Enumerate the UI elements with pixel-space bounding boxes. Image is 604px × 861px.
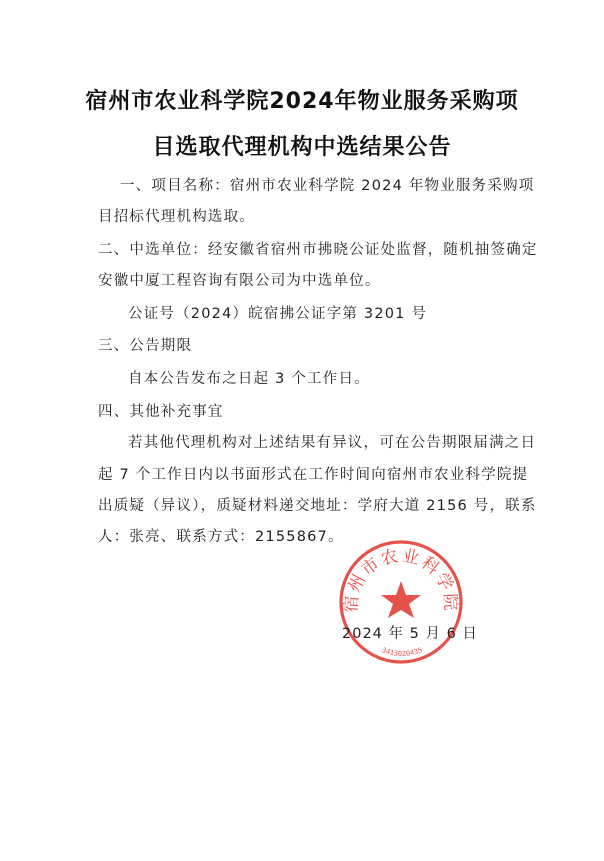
section1-line1: 一、项目名称：宿州市农业科学院 2024 年物业服务采购项 (120, 178, 535, 194)
section3-heading: 三、公告期限 (98, 338, 193, 354)
seal-number: 3413020435 (380, 646, 424, 659)
section4-line2: 起 7 个工作日内以书面形式在工作时间向宿州市农业科学院提 (98, 467, 529, 483)
official-seal (336, 537, 466, 667)
section2-line1: 二、中选单位：经安徽省宿州市拂晓公证处监督，随机抽签确定 (98, 242, 538, 258)
section1-line2: 目招标代理机构选取。 (98, 209, 255, 225)
section4-line1: 若其他代理机构对上述结果有异议，可在公告期限届满之日 (128, 435, 537, 451)
section4-line3: 出质疑（异议），质疑材料递交地址：学府大道 2156 号，联系 (98, 498, 537, 514)
section2-line2: 安徽中厦工程咨询有限公司为中选单位。 (98, 273, 381, 289)
title-line-2: 目选取代理机构中选结果公告 (152, 135, 452, 160)
section4-heading: 四、其他补充事宜 (98, 404, 224, 420)
notary-number: 公证号（2024）皖宿拂公证字第 3201 号 (128, 306, 428, 322)
seal-star (381, 581, 421, 618)
section4-line4: 人：张亮、联系方式：2155867。 (98, 529, 344, 545)
title-line-1: 宿州市农业科学院2024年物业服务采购项 (85, 89, 519, 114)
announcement-date: 2024 年 5 月 6 日 (342, 626, 478, 642)
section3-text: 自本公告发布之日起 3 个工作日。 (128, 371, 370, 387)
seal-text: 宿州市农业科学院 (341, 546, 461, 614)
